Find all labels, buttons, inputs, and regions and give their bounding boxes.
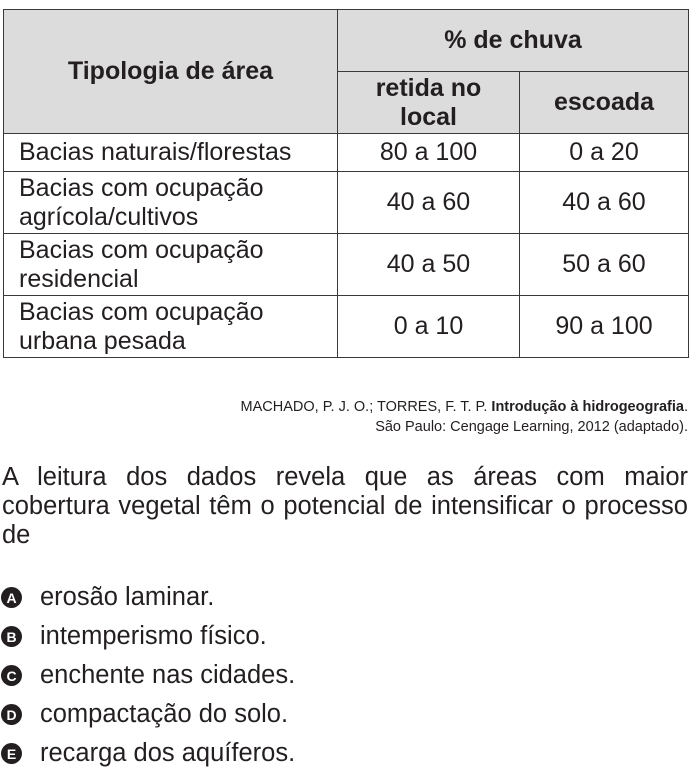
option-text: compactação do solo. [40, 700, 289, 728]
table-cell-retained: 0 a 10 [338, 296, 520, 358]
table-cell-retained: 40 a 50 [338, 234, 520, 296]
option-e[interactable] [0, 734, 295, 773]
option-text: intemperismo físico. [40, 622, 267, 650]
table-cell-runoff: 0 a 20 [520, 134, 689, 172]
option-d[interactable] [0, 695, 295, 734]
typology-text: Bacias com ocupação urbana pesada [19, 297, 264, 355]
option-text: erosão laminar. [40, 583, 215, 611]
table-row [4, 172, 689, 234]
option-b[interactable] [0, 617, 295, 656]
source-authors: MACHADO, P. J. O.; TORRES, F. T. P. [240, 399, 488, 415]
question-text: A leitura dos dados revela que as áreas com maior cobertura vegetal têm o potencial de intensificar o processo de [2, 463, 688, 549]
option-d-letter-icon: D [1, 704, 22, 725]
source-line-1: MACHADO, P. J. O.; TORRES, F. T. P. Introdução à hidrogeografia. [240, 399, 688, 415]
source-line-2: São Paulo: Cengage Learning, 2012 (adaptado). [375, 419, 688, 435]
option-b-letter-icon: B [1, 626, 22, 647]
typology-text: Bacias com ocupação agrícola/cultivos [19, 173, 264, 231]
table-cell-runoff: 40 a 60 [520, 172, 689, 234]
table-cell-runoff: 90 a 100 [520, 296, 689, 358]
table-cell-typology [4, 296, 338, 358]
option-text: recarga dos aquíferos. [40, 739, 296, 767]
source-book-title: Introdução à hidrogeografia [491, 399, 684, 415]
table-cell-retained: 40 a 60 [338, 172, 520, 234]
table-cell-typology [4, 234, 338, 296]
option-c[interactable] [0, 656, 295, 695]
table-row [4, 134, 689, 172]
option-a-letter-icon: A [1, 587, 22, 608]
option-e-letter-icon: E [1, 743, 22, 764]
header-rain-percent: % de chuva [338, 10, 689, 72]
option-text: enchente nas cidades. [40, 661, 296, 689]
typology-text: Bacias com ocupação residencial [19, 235, 264, 293]
table-cell-retained: 80 a 100 [338, 134, 520, 172]
option-c-letter-icon: C [1, 665, 22, 686]
header-typology: Tipologia de área [4, 10, 338, 134]
table-cell-typology [4, 172, 338, 234]
table-row [4, 296, 689, 358]
source-citation [241, 397, 688, 437]
table-cell-typology: Bacias naturais/florestas [4, 134, 338, 172]
table-cell-runoff: 50 a 60 [520, 234, 689, 296]
header-runoff: escoada [520, 72, 689, 134]
option-a[interactable] [0, 578, 295, 617]
answer-options [0, 578, 295, 773]
header-retained [338, 72, 520, 134]
data-table [3, 9, 689, 358]
table-row [4, 234, 689, 296]
header-retained-label: retida no local [375, 73, 482, 131]
